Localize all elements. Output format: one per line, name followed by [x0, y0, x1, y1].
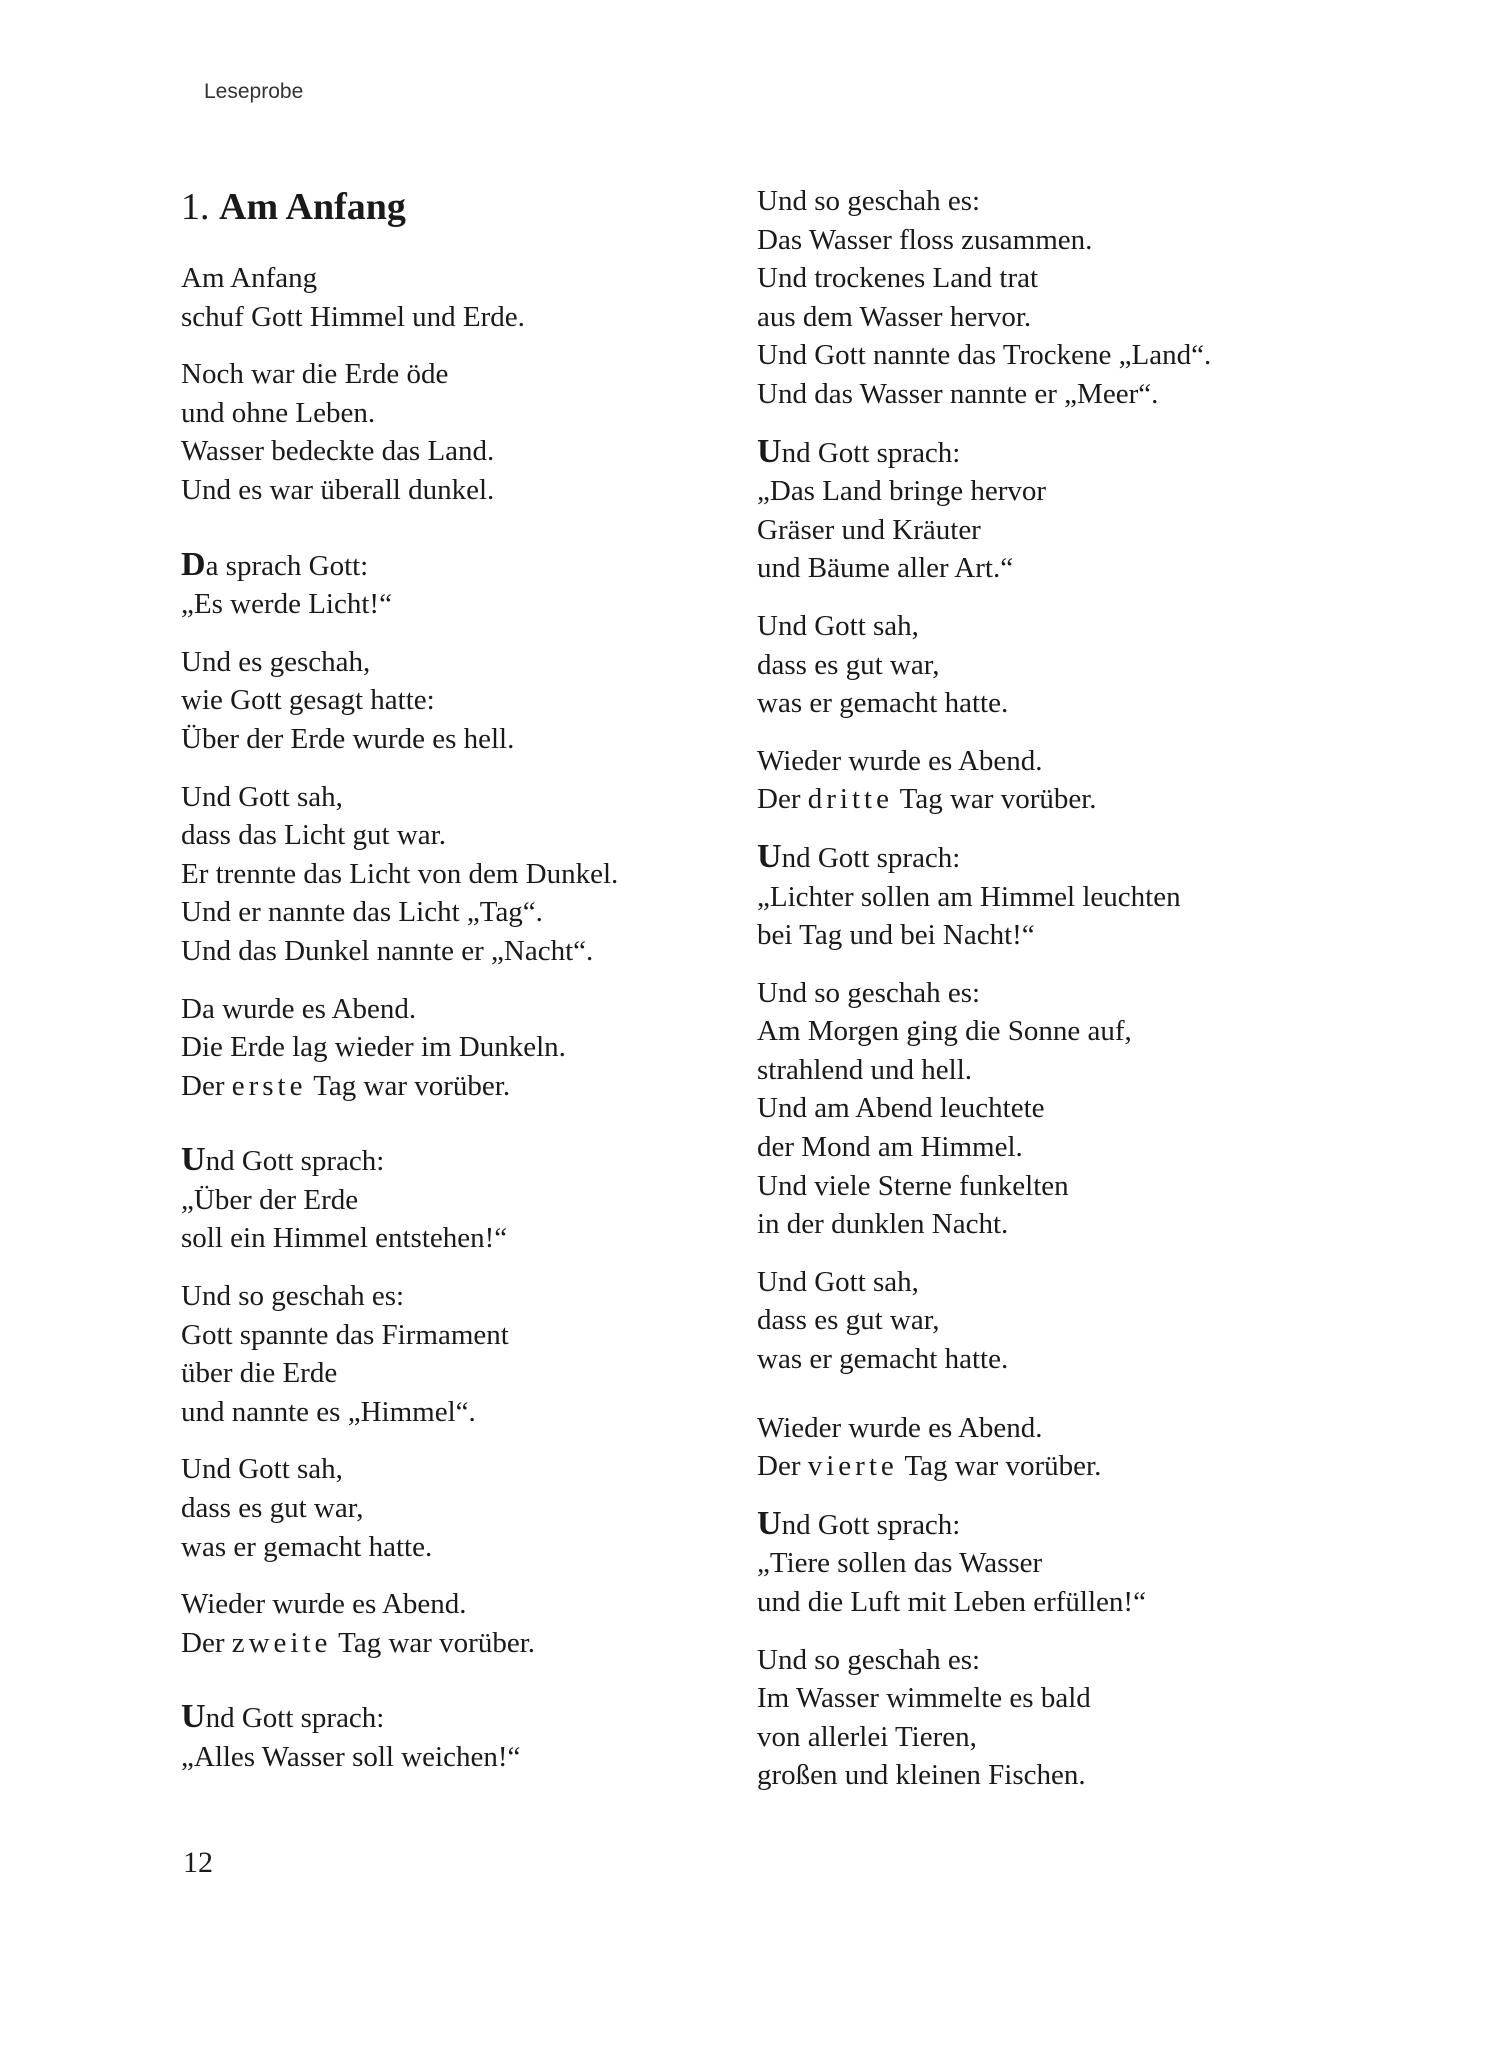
verse-line: Die Erde lag wieder im Dunkeln. [181, 1031, 566, 1064]
verse-line: Und so geschah es: [757, 976, 981, 1009]
verse-line: bei Tag und bei Nacht!“ [757, 919, 1035, 952]
verse-line: Und so geschah es: [757, 185, 981, 217]
verse-line [757, 780, 1397, 819]
stanza [181, 1698, 741, 1776]
verse-line: Das Wasser floss zusammen. [757, 223, 1093, 256]
verse-line: wie Gott gesagt hatte: [181, 684, 435, 717]
verse-line: Und das Dunkel nannte er „Nacht“. [181, 934, 594, 967]
verse-line: Und viele Sterne funkelten [757, 1169, 1069, 1202]
verse-line: Gott spannte das Firmament [181, 1318, 509, 1351]
stanza [757, 607, 1397, 723]
verse-line: Und Gott nannte das Trockene „Land“. [757, 339, 1212, 372]
stanza [181, 1141, 741, 1258]
verse-line: schuf Gott Himmel und Erde. [181, 300, 525, 333]
verse-line: strahlend und hell. [757, 1053, 973, 1086]
stanza [757, 838, 1397, 955]
verse-line: Und so geschah es: [757, 1643, 981, 1676]
verse-line: soll ein Himmel entstehen!“ [181, 1222, 508, 1255]
verse-line: Gräser und Kräuter [757, 513, 981, 546]
verse-line: der Mond am Himmel. [757, 1131, 1023, 1164]
verse-line: Und Gott sah, [757, 1265, 919, 1298]
chapter-heading [181, 185, 741, 229]
verse-line: und die Luft mit Leben erfüllen!“ [757, 1586, 1146, 1618]
verse-line [181, 1067, 741, 1106]
verse-line: Und Gott sah, [757, 609, 919, 642]
stanza [181, 1450, 741, 1566]
verse-line [181, 1698, 741, 1738]
verse-line: und Bäume aller Art.“ [757, 552, 1014, 585]
verse-line [757, 838, 1397, 878]
stanza [181, 990, 741, 1106]
verse-line: „Alles Wasser soll weichen!“ [181, 1741, 521, 1773]
stanza [757, 742, 1397, 819]
stanza [757, 433, 1397, 588]
verse-line: Im Wasser wimmelte es bald [757, 1682, 1091, 1715]
verse-line [757, 433, 1397, 473]
verse-line: „Das Land bringe hervor [757, 475, 1047, 508]
verse-line: und ohne Leben. [181, 396, 376, 429]
verse-line: Am Anfang [181, 262, 318, 294]
verse-line: Und es war überall dunkel. [181, 473, 495, 506]
day-ordinal: vierte [807, 1450, 898, 1483]
day-ordinal: zweite [231, 1626, 332, 1659]
verse-line: Über der Erde wurde es hell. [181, 722, 515, 755]
drop-initial: U [757, 837, 782, 875]
stanza [181, 1277, 741, 1431]
verse-text: nd Gott sprach: [205, 1145, 385, 1178]
drop-initial: U [757, 1504, 782, 1542]
verse-line [757, 1447, 1397, 1486]
verse-line: Wasser bedeckte das Land. [181, 435, 495, 468]
verse-line: Und Gott sah, [181, 1453, 343, 1486]
page-number: 12 [183, 1846, 213, 1879]
verse-line: und nannte es „Himmel“. [181, 1395, 476, 1428]
verse-line: Am Morgen ging die Sonne auf, [757, 1015, 1132, 1048]
verse-text: Der [757, 783, 808, 816]
stanza [757, 1505, 1397, 1622]
verse-line [757, 1505, 1397, 1545]
verse-text: Tag war vorüber. [892, 783, 1097, 816]
verse-text: Tag war vorüber. [306, 1069, 511, 1102]
left-column [181, 185, 741, 1796]
verse-line: was er gemacht hatte. [757, 1343, 1009, 1376]
verse-text: Der [181, 1626, 232, 1659]
stanza [757, 974, 1397, 1244]
stanza [181, 643, 741, 759]
verse-text: nd Gott sprach: [205, 1702, 385, 1735]
verse-line [181, 1141, 741, 1181]
verse-line: dass das Licht gut war. [181, 819, 446, 852]
chapter-number: 1. [181, 186, 210, 228]
drop-initial: U [181, 1141, 206, 1179]
verse-line: „Tiere sollen das Wasser [757, 1547, 1043, 1580]
verse-line: Wieder wurde es Abend. [181, 1588, 467, 1621]
verse-line: von allerlei Tieren, [757, 1720, 977, 1753]
verse-line: Und es geschah, [181, 645, 371, 678]
verse-line: Und er nannte das Licht „Tag“. [181, 896, 543, 929]
stanza [181, 259, 741, 336]
stanza [181, 1585, 741, 1662]
verse-line: Er trennte das Licht von dem Dunkel. [181, 857, 619, 890]
verse-line: Und Gott sah, [181, 780, 343, 813]
stanza [181, 546, 741, 624]
verse-line: was er gemacht hatte. [757, 687, 1009, 720]
chapter-title: Am Anfang [219, 186, 406, 228]
drop-initial: U [757, 432, 782, 470]
verse-line: dass es gut war, [757, 648, 940, 681]
verse-line: großen und kleinen Fischen. [757, 1759, 1086, 1792]
verse-line: Und so geschah es: [181, 1280, 405, 1313]
verse-line: Und trockenes Land trat [757, 262, 1039, 295]
verse-line: Wieder wurde es Abend. [757, 744, 1043, 777]
header-label: Leseprobe [204, 80, 304, 103]
verse-line: „Über der Erde [181, 1183, 359, 1216]
verse-text: nd Gott sprach: [781, 436, 961, 469]
verse-line: in der dunklen Nacht. [757, 1208, 1009, 1241]
day-ordinal: erste [231, 1069, 307, 1102]
stanza [757, 1409, 1397, 1486]
verse-line: Noch war die Erde öde [181, 358, 449, 391]
verse-text: nd Gott sprach: [781, 1508, 961, 1541]
verse-line: über die Erde [181, 1357, 338, 1390]
verse-text: a sprach Gott: [205, 549, 369, 582]
verse-line: dass es gut war, [757, 1304, 940, 1337]
drop-initial: U [181, 1698, 206, 1736]
verse-line: Da wurde es Abend. [181, 992, 417, 1025]
stanza [757, 1641, 1397, 1795]
verse-text: Tag war vorüber. [331, 1626, 536, 1659]
day-ordinal: dritte [807, 783, 893, 816]
verse-line: „Lichter sollen am Himmel leuchten [757, 880, 1181, 913]
drop-initial: D [181, 545, 206, 583]
verse-line: was er gemacht hatte. [181, 1530, 433, 1563]
verse-text: Der [181, 1069, 232, 1102]
verse-line: aus dem Wasser hervor. [757, 300, 1032, 333]
verse-line: dass es gut war, [181, 1492, 364, 1525]
verse-line: „Es werde Licht!“ [181, 588, 392, 621]
verse-text: nd Gott sprach: [781, 841, 961, 874]
stanza [181, 778, 741, 971]
stanza [757, 182, 1397, 414]
right-column [757, 182, 1397, 1814]
stanza [757, 1263, 1397, 1379]
verse-line: Wieder wurde es Abend. [757, 1411, 1043, 1444]
verse-line [181, 546, 741, 586]
verse-line [181, 1624, 741, 1663]
verse-text: Der [757, 1450, 808, 1483]
verse-line: Und das Wasser nannte er „Meer“. [757, 377, 1159, 410]
stanza [181, 355, 741, 509]
verse-text: Tag war vorüber. [897, 1450, 1102, 1483]
verse-line: Und am Abend leuchtete [757, 1092, 1045, 1125]
